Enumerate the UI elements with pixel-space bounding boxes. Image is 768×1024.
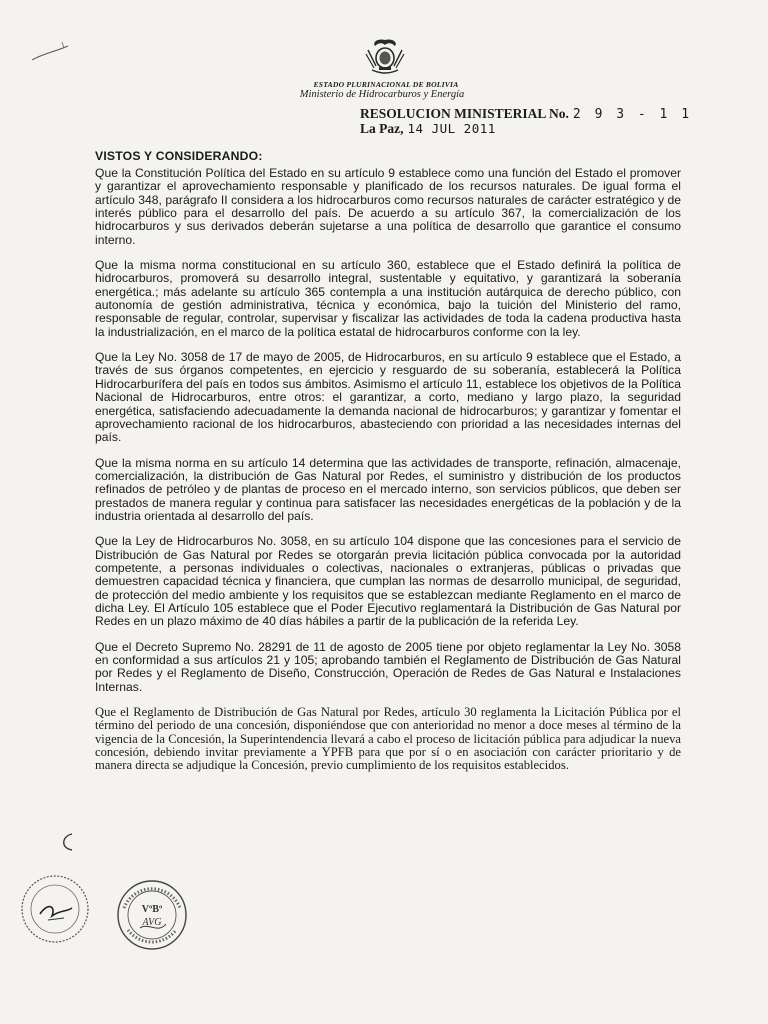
paragraph: Que la misma norma en su artículo 14 determina que las actividades de transporte, refinación, almacenaje, comercialización, la distribución de Gas Natural por Redes, el suministro y distribución de los productos refinados de petróleo y de plantas de proceso en el mercado interno, son servicios públicos, que deben ser prestados de manera regular y continua para satisfacer las necesidades energéticas de la población y de la industria orientada al desarrollo del país. [95,455,681,523]
resolution-label: RESOLUCION MINISTERIAL No. [360,106,569,121]
header-ministry-name: Ministerio de Hidrocarburos y Energía [299,89,465,100]
header-state-name: ESTADO PLURINACIONAL DE BOLIVIA [313,80,459,89]
resolution-date: 14 JUL 2011 [407,121,496,136]
bolivia-coat-of-arms-emblem [362,36,408,76]
approval-seal [114,878,190,952]
paragraph: Que la misma norma constitucional en su artículo 360, establece que el Estado definirá la política de hidrocarburos, promoverá su desarrollo integral, sustentable y equitativo, y garantizará la soberanía energética.; más adelante su artículo 365 contempla a una institución autárquica de derecho público, con autonomía de gestión administrativa, técnica y económica, bajo la tuición del Ministerio del ramo, responsable de regular, controlar, supervisar y fiscalizar las actividades de toda la cadena productiva hasta la industrialización, en el marco de la política estatal de hidrocarburos conforme con la ley. [95,258,681,339]
resolution-date-line [360,121,496,137]
paragraph: Que el Reglamento de Distribución de Gas Natural por Redes, artículo 30 reglamenta la Licitación Pública por el término del periodo de una concesión, disponiéndose que con anterioridad no menor a doce meses al término de la vigencia de la Concesión, la Superintendencia llevará a cabo el proceso de licitación pública para adjudicar la nueva concesión, debiendo invitar previamente a YPFB para que por sí o en asociación con carácter prioritario y de manera directa se adjudique la Concesión, previo cumplimiento de los requisitos establecidos. [95,705,681,773]
paragraph: Que la Ley de Hidrocarburos No. 3058, en su artículo 104 dispone que las concesiones para el servicio de Distribución de Gas Natural por Redes se otorgarán previa licitación pública convocada por la autoridad competente, a personas individuales o colectivas, nacionales o extranjeras, públicas o privadas que demuestren capacidad técnica y financiera, que cumplan las normas de desarrollo municipal, de seguridad, de protección del medio ambiente y los requisitos que se establezcan mediante Reglamento en el marco de dicha Ley. El Artículo 105 establece que el Poder Ejecutivo reglamentará la Distribución de Gas Natural por Redes en un plazo máximo de 40 días hábiles a partir de la publicación de la referida Ley. [95,534,681,629]
section-title: VISTOS Y CONSIDERANDO: [95,149,263,163]
resolution-number: 2 9 3 - 1 1 [572,107,693,122]
paragraph: Que el Decreto Supremo No. 28291 de 11 de agosto de 2005 tiene por objeto reglamentar la Ley No. 3058 en conformidad a sus artículos 21 y 105; aprobando también el Reglamento de Distribución de Gas Natural por Redes y el Reglamento de Diseño, Construcción, Operación de Redes de Gas Natural e Instalaciones Internas. [95,639,681,694]
paragraph: Que la Ley No. 3058 de 17 de mayo de 2005, de Hidrocarburos, en su artículo 9 establece que el Estado, a través de sus órganos competentes, en ejercicio y resguardo de su soberanía, establecerá la Política Hidrocarburífera del país en todos sus ámbitos. Asimismo el artículo 11, establece los objetivos de la Política Nacional de Hidrocarburos, entre otros: el garantizar, a corto, mediano y largo plazo, la seguridad energética, satisfaciendo adecuadamente la demanda nacional de hidrocarburos; y garantizar y fomentar el aprovechamiento racional de los hidrocarburos, abasteciendo con prioridad a las necesidades internas del país. [95,350,681,445]
handwritten-mark [28,38,74,68]
document-body [95,167,681,785]
paragraph: Que la Constitución Política del Estado en su artículo 9 establece como una función del Estado el promover y garantizar el aprovechamiento responsable y planificado de los recursos naturales. De igual forma el artículo 348, parágrafo II considera a los hidrocarburos como recursos naturales de carácter estratégico y de interés público para el desarrollo del país. De acuerdo a su artículo 367, la comercialización de los hidrocarburos y sus derivados deberán sujetarse a una política de desarrollo que garantice el consumo interno. [95,166,681,247]
handwritten-mark [58,830,78,854]
seal-initials-text: AVG [142,917,162,928]
resolution-number-line [360,106,692,122]
resolution-place: La Paz, [360,121,404,136]
signature-seal [18,872,92,946]
seal-vobo-text: VºBº [141,904,163,915]
